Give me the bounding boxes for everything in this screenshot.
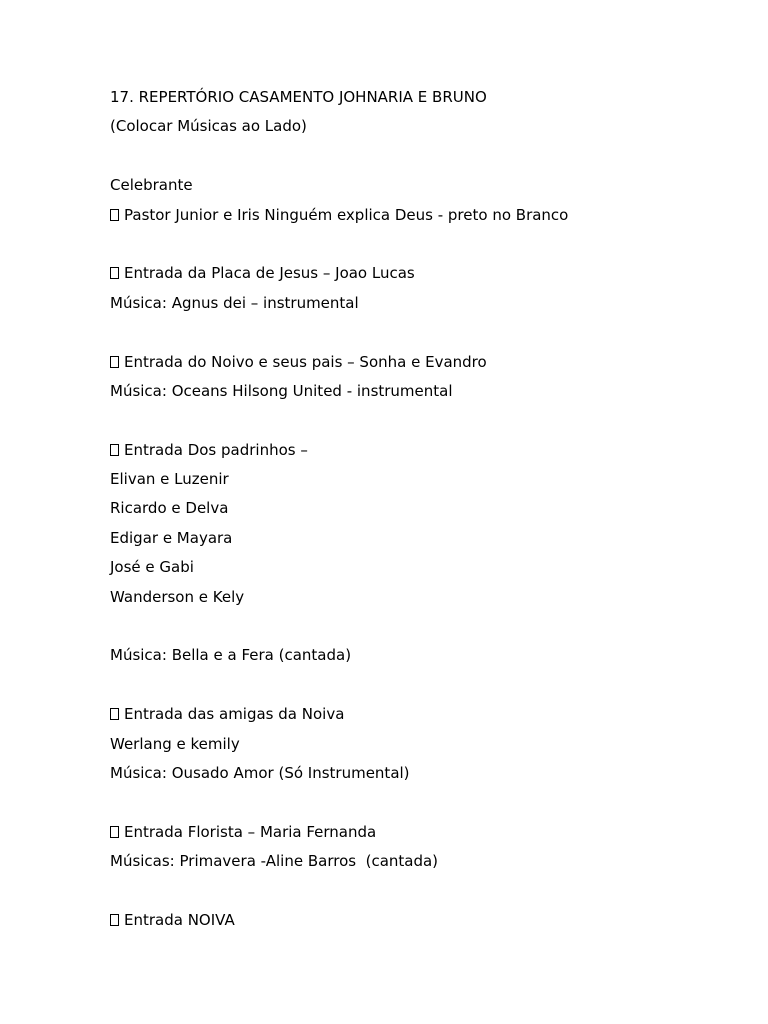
document-title: 17. REPERTÓRIO CASAMENTO JOHNARIA E BRUNO [110,88,487,106]
amigas-musica: Música: Ousado Amor (Só Instrumental) [110,763,410,782]
padrinhos-pair: Edigar e Mayara [110,528,233,547]
padrinhos-pair: Wanderson e Kely [110,587,245,606]
noivo-entrada-item [110,348,730,377]
florista-entrada-text: Entrada Florista – Maria Fernanda [124,822,377,841]
document-subtitle: (Colocar Músicas ao Lado) [110,117,307,136]
noiva-entrada-item [110,906,730,935]
amigas-names: Werlang e kemily [110,734,240,753]
padrinhos-pair: José e Gabi [110,558,194,577]
celebrante-text: Pastor Junior e Iris Ninguém explica Deus - preto no Branco [124,205,569,224]
spacer [110,142,730,171]
spacer [110,318,730,347]
checkbox-bullet-icon [110,356,119,368]
checkbox-bullet-icon [110,826,119,838]
spacer [110,671,730,700]
checkbox-bullet-icon [110,267,119,279]
noivo-musica: Música: Oceans Hilsong United - instrumental [110,381,453,400]
padrinhos-musica: Música: Bella e a Fera (cantada) [110,646,352,665]
amigas-entrada-item [110,700,730,729]
noiva-entrada-text: Entrada NOIVA [124,910,235,929]
placa-entrada-text: Entrada da Placa de Jesus – Joao Lucas [124,264,415,283]
florista-entrada-item [110,818,730,847]
placa-entrada-item [110,259,730,288]
padrinhos-pair: Ricardo e Delva [110,499,229,518]
checkbox-bullet-icon [110,914,119,926]
document-page [110,83,730,935]
spacer [110,406,730,435]
amigas-entrada-text: Entrada das amigas da Noiva [124,705,345,724]
checkbox-bullet-icon [110,209,119,221]
spacer [110,877,730,906]
celebrante-item [110,201,730,230]
padrinhos-entrada-text: Entrada Dos padrinhos – [124,440,308,459]
florista-musica: Músicas: Primavera -Aline Barros (cantada) [110,852,439,871]
padrinhos-entrada-item [110,436,730,465]
checkbox-bullet-icon [110,444,119,456]
checkbox-bullet-icon [110,708,119,720]
placa-musica: Música: Agnus dei – instrumental [110,293,359,312]
spacer [110,788,730,817]
spacer [110,612,730,641]
celebrante-heading: Celebrante [110,176,193,195]
spacer [110,230,730,259]
noivo-entrada-text: Entrada do Noivo e seus pais – Sonha e Evandro [124,352,487,371]
padrinhos-pair: Elivan e Luzenir [110,470,229,489]
